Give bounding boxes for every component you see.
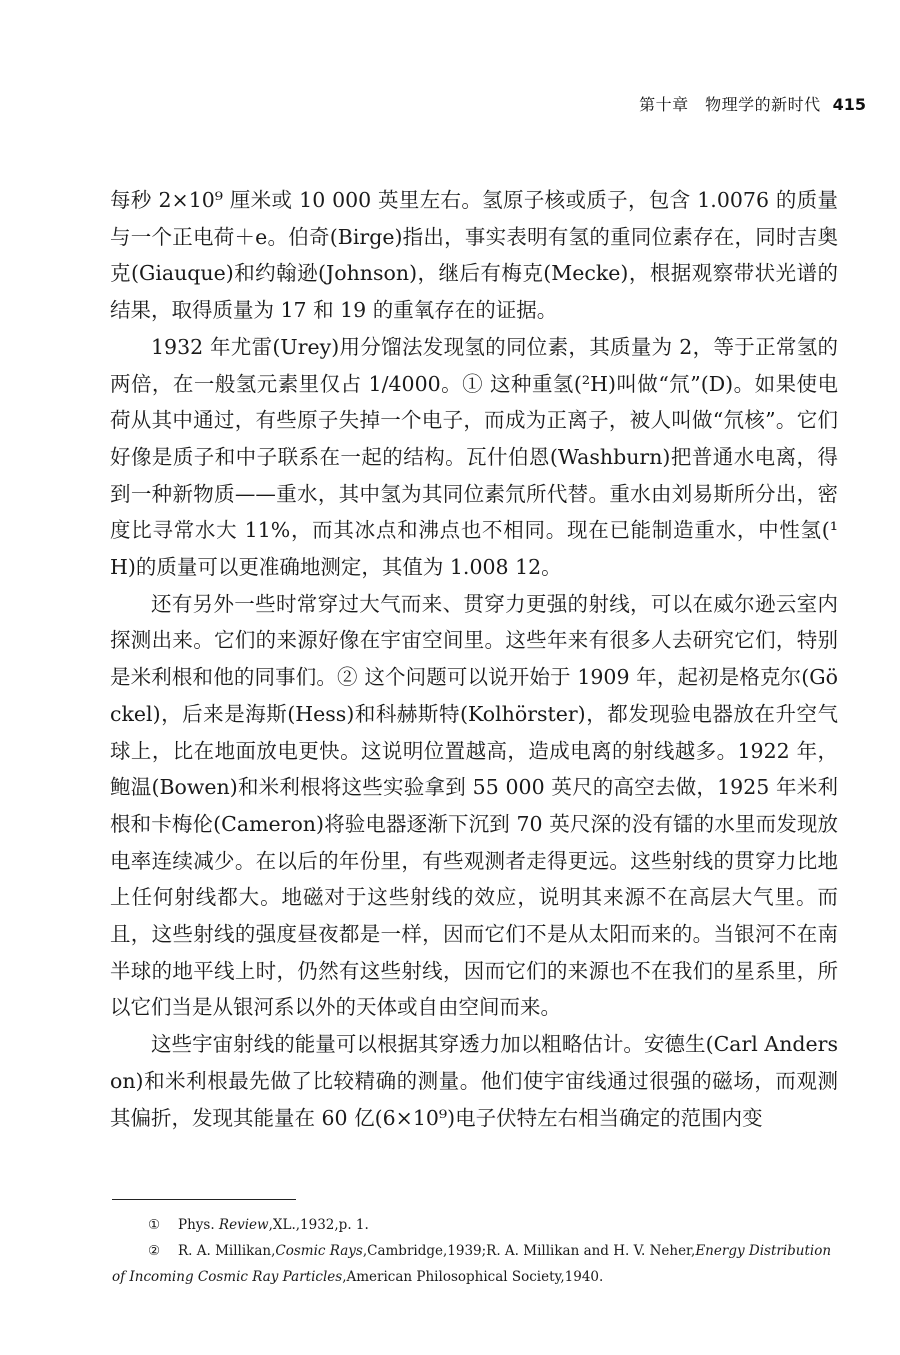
journal-title: Review (218, 1217, 269, 1233)
page-number: 415 (832, 95, 866, 114)
body-text (110, 182, 838, 1136)
running-header (0, 92, 866, 115)
book-title: Cosmic Rays (275, 1243, 363, 1259)
book-title: Energy Distribution of Incoming Cosmic Ray Particles (112, 1243, 832, 1285)
footnote-text: ,XL.,1932,p. 1. (268, 1217, 369, 1233)
footnote-mark: ② (148, 1243, 161, 1259)
footnote-mark: ① (148, 1217, 161, 1233)
footnote-text: R. A. Millikan, (178, 1243, 276, 1259)
footnote-1 (112, 1212, 842, 1238)
footnote-text: ,Cambridge,1939;R. A. Millikan and H. V. Neher, (362, 1243, 696, 1259)
footnote-2 (112, 1238, 842, 1290)
chapter-title: 第十章 物理学的新时代 (639, 95, 821, 114)
footnotes (112, 1212, 842, 1290)
paragraph-1: 每秒 2×10⁹ 厘米或 10 000 英里左右。氢原子核或质子，包含 1.0076 的质量与一个正电荷＋e。伯奇(Birge)指出，事实表明有氢的重同位素存在，同时吉奥克(Giauque)和约翰逊(Johnson)，继后有梅克(Mecke)，根据观察带状光谱的结果，取得质量为 17 和 19 的重氧存在的证据。 (110, 188, 838, 323)
footnote-text: ,American Philosophical Society,1940. (342, 1269, 604, 1285)
paragraph-2: 1932 年尤雷(Urey)用分馏法发现氢的同位素，其质量为 2，等于正常氢的两倍，在一般氢元素里仅占 1/4000。① 这种重氢(²H)叫做“氘”(D)。如果使电荷从其中通过，有些原子失掉一个电子，而成为正离子，被人叫做“氘核”。它们好像是质子和中子联系在一起的结构。瓦什伯恩(Washburn)把普通水电离，得到一种新物质——重水，其中氢为其同位素氘所代替。重水由刘易斯所分出，密度比寻常水大 11%，而其冰点和沸点也不相同。现在已能制造重水，中性氢(¹H)的质量可以更准确地测定，其值为 1.008 12。 (110, 334, 838, 580)
paragraph-3: 还有另外一些时常穿过大气而来、贯穿力更强的射线，可以在威尔逊云室内探测出来。它们的来源好像在宇宙空间里。这些年来有很多人去研究它们，特别是米利根和他的同事们。② 这个问题可以说开始于 1909 年，起初是格克尔(Göckel)，后来是海斯(Hess)和科赫斯特(Kolhörster)，都发现验电器放在升空气球上，比在地面放电更快。这说明位置越高，造成电离的射线越多。1922 年，鲍温(Bowen)和米利根将这些实验拿到 55 000 英尺的高空去做，1925 年米利根和卡梅伦(Cameron)将验电器逐渐下沉到 70 英尺深的没有镭的水里而发现放电率连续减少。在以后的年份里，有些观测者走得更远。这些射线的贯穿力比地上任何射线都大。地磁对于这些射线的效应，说明其来源不在高层大气里。而且，这些射线的强度昼夜都是一样，因而它们不是从太阳而来的。当银河不在南半球的地平线上时，仍然有这些射线，因而它们的来源也不在我们的星系里，所以它们当是从银河系以外的天体或自由空间而来。 (110, 591, 838, 1020)
footnote-rule (112, 1199, 296, 1200)
paragraph-4: 这些宇宙射线的能量可以根据其穿透力加以粗略估计。安德生(Carl Anderson)和米利根最先做了比较精确的测量。他们使宇宙线通过很强的磁场，而观测其偏折，发现其能量在 60 亿(6×10⁹)电子伏特左右相当确定的范围内变 (110, 1032, 838, 1130)
footnote-text: Phys. (178, 1217, 219, 1233)
